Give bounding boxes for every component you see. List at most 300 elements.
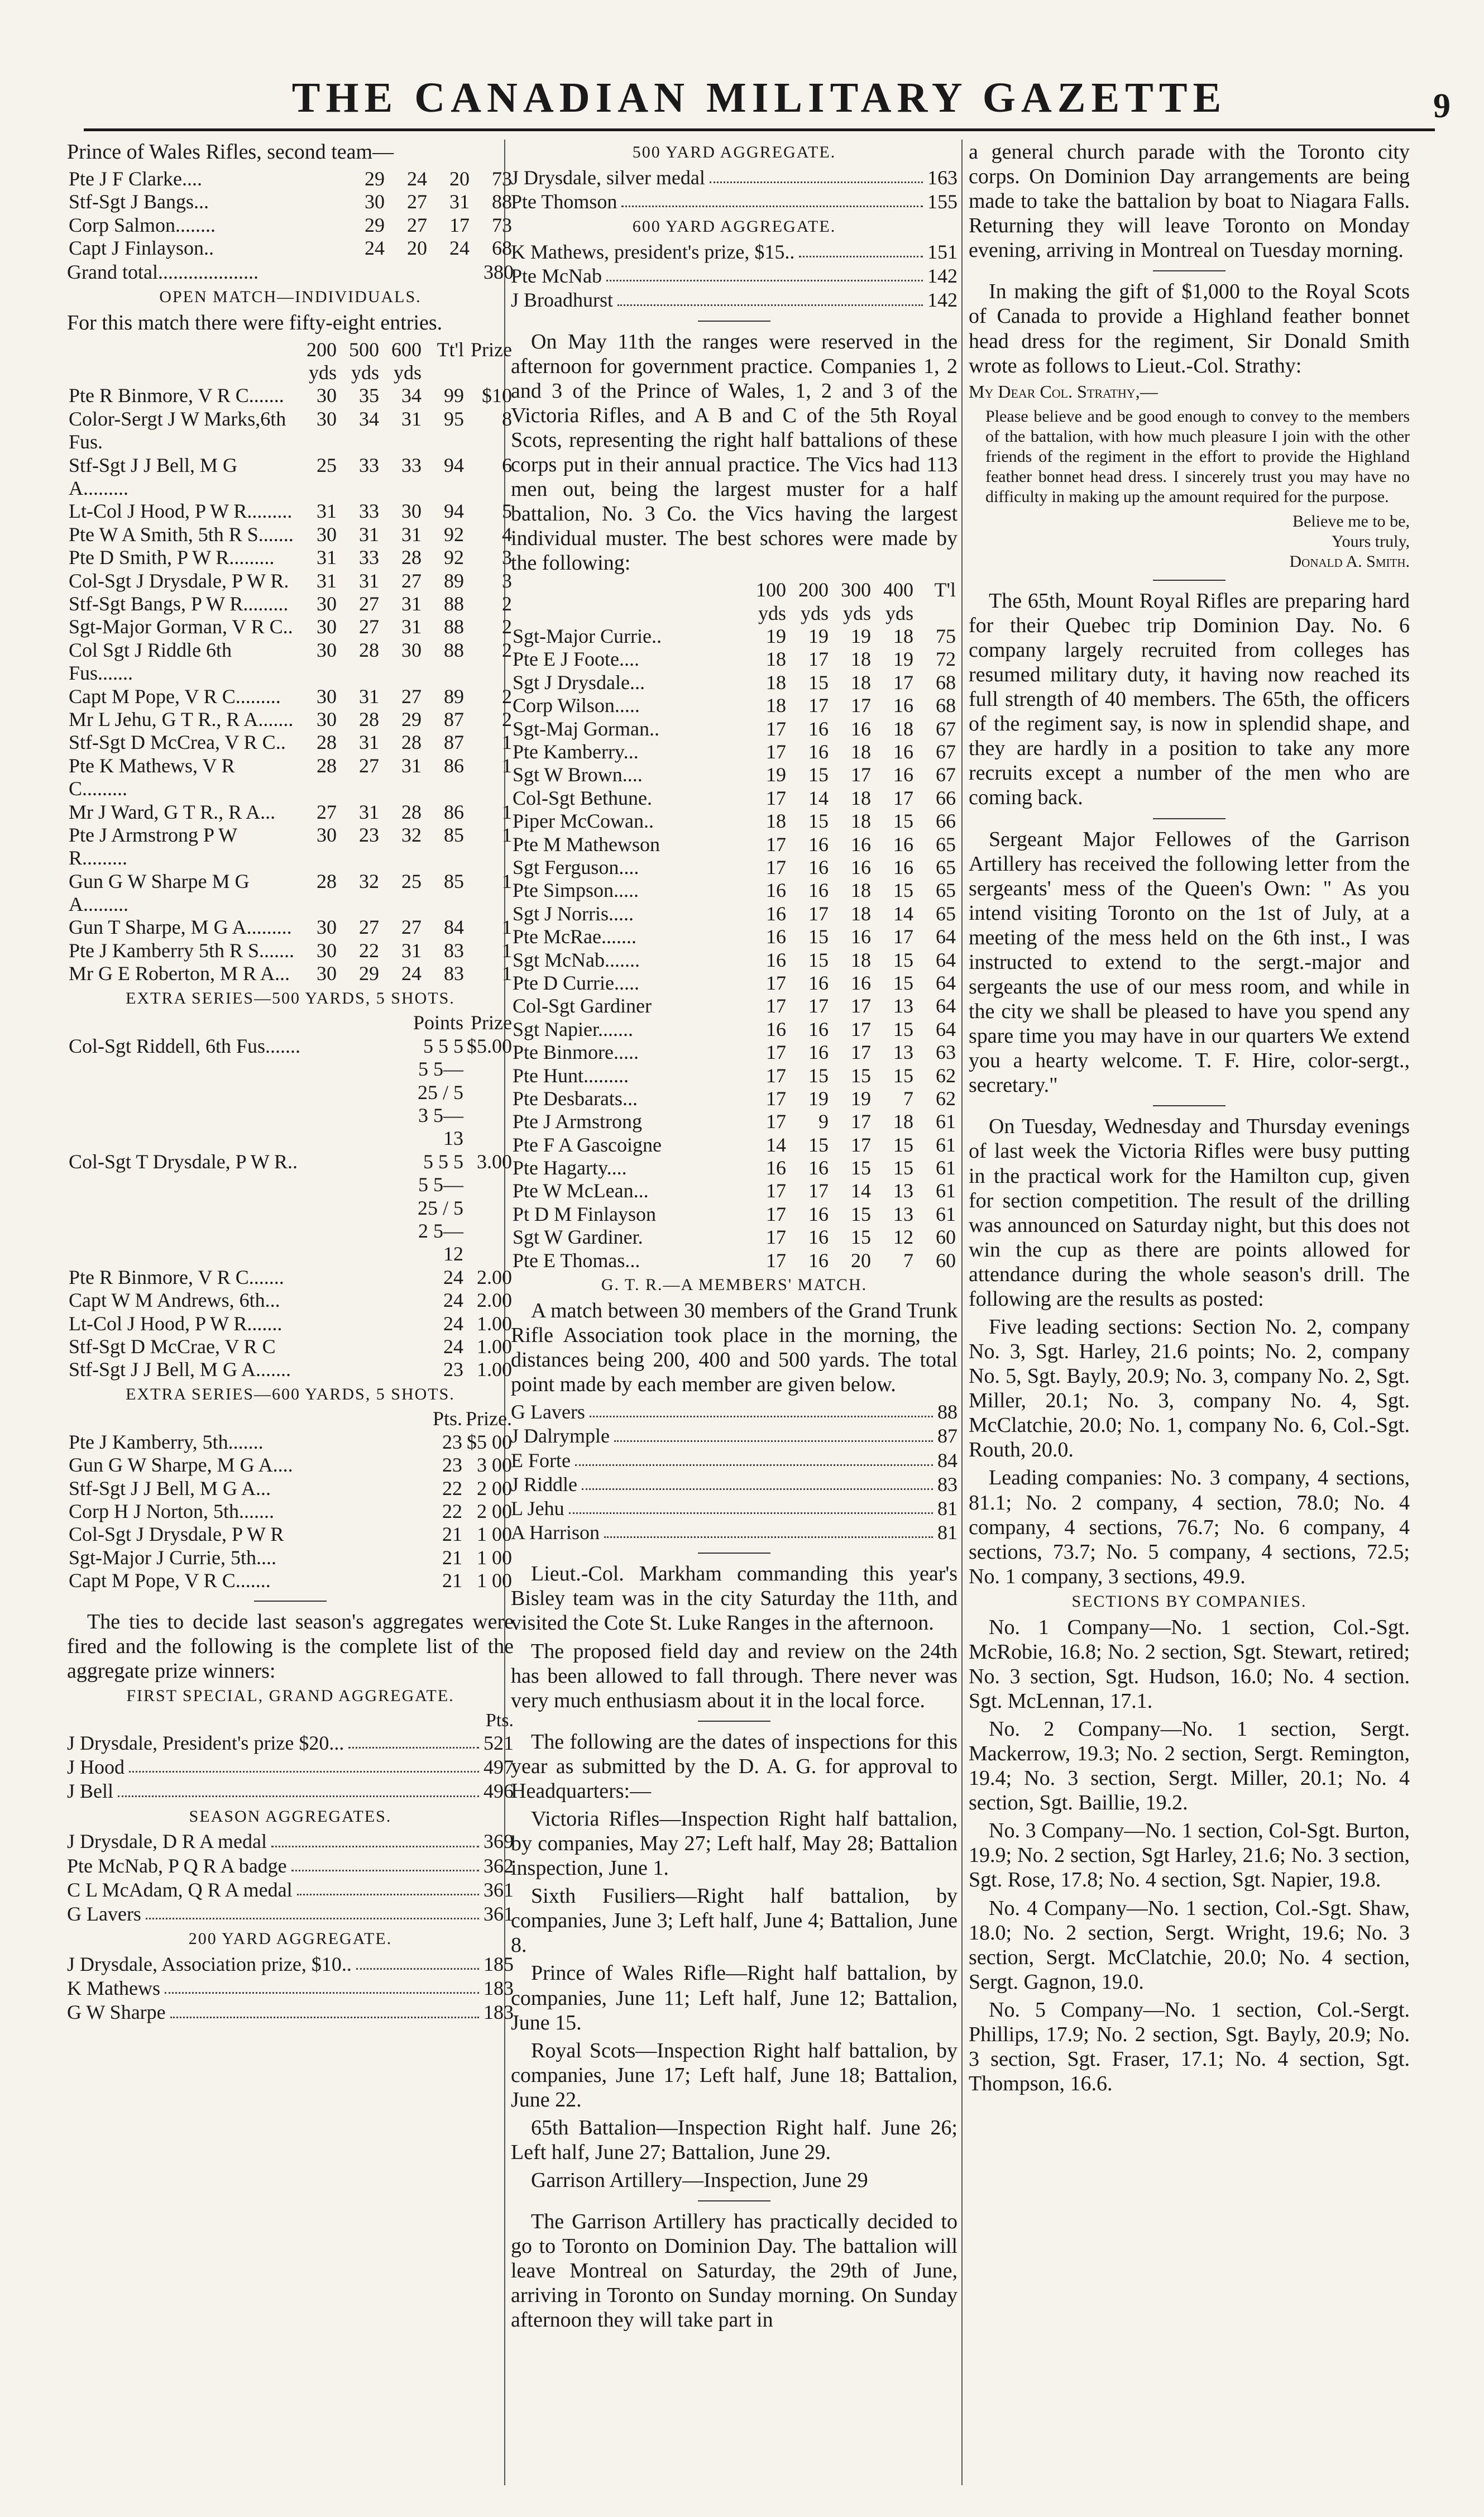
score-cell: 27 — [359, 615, 379, 638]
score-cell: 17 — [766, 1041, 786, 1064]
score-cell: $10 — [482, 384, 512, 407]
score-cell: 16 — [766, 925, 786, 948]
table-row — [67, 801, 514, 824]
entrant-name: Sgt J Norris..... — [513, 902, 634, 925]
score-cell: 30 — [365, 190, 385, 213]
may11-paragraph: On May 11th the ranges were reserved in the afternoon for government practice. Companies 1, 2 and 3 of the Prince of Wales, 1, 2 and 3 of the Victoria Rifles, and A B and C of the 5th Royal Scots, representing the right half battalions of these corps put in their annual practice. The Vics had 113 men out, being the largest muster for a half battalion, No. 3 Co. the Vics having the largest individual muster. The best schores were made by the following: — [511, 329, 958, 575]
score-cell: 32 — [401, 823, 422, 846]
score-cell: 17 — [851, 694, 871, 717]
entrant-name: Corp Salmon........ — [69, 213, 216, 236]
score-cell: 64 — [936, 995, 956, 1018]
score-cell: 25 — [401, 870, 422, 892]
entrant-name: Capt W M Andrews, 6th... — [69, 1289, 280, 1312]
score-cell: 17 — [808, 902, 829, 925]
score-cell: 16 — [851, 856, 871, 878]
entrant-name: J Bell — [67, 1780, 114, 1803]
score-cell: 1 — [502, 823, 512, 846]
table-row — [67, 962, 514, 985]
score-cell: 64 — [936, 925, 956, 948]
column-header: 400 yds — [883, 579, 913, 624]
continued-paragraph: a general church parade with the Toronto city corps. On Dominion Day arrangements are being made to take the battalion by boat to Niagara Falls. Returning they will leave Toronto on Monday evening, arriving in Montreal on Tuesday morning. — [969, 140, 1410, 262]
score-cell: 16 — [893, 856, 913, 878]
score-cell: 2 00 — [477, 1500, 512, 1523]
entrant-name: Col-Sgt Riddell, 6th Fus....... — [69, 1034, 301, 1057]
score-value: 185 — [484, 1952, 514, 1975]
score-cell: 29 — [365, 168, 385, 190]
list-item — [67, 1731, 514, 1755]
list-item — [67, 1854, 514, 1878]
table-header-row — [67, 338, 514, 385]
entrant-name: Capt M Pope, V R C....... — [69, 1569, 271, 1592]
score-cell: 24 — [365, 237, 385, 260]
score-cell: 24 — [401, 962, 422, 985]
inspection-list — [511, 1807, 958, 2193]
table-row — [67, 546, 514, 569]
score-cell: 30 — [317, 916, 337, 939]
score-cell: 65 — [936, 856, 956, 878]
leader-dots — [614, 1424, 933, 1441]
score-cell: 16 — [893, 763, 913, 786]
column-3 — [969, 140, 1410, 2496]
leader-dots — [271, 1830, 479, 1847]
score-cell: 19 — [893, 648, 913, 671]
entrant-name: Stf-Sgt D McCrae, V R C — [69, 1335, 276, 1358]
score-cell: 99 — [444, 384, 464, 407]
score-cell: 16 — [808, 741, 829, 763]
column-header — [67, 338, 296, 385]
score-cell: 67 — [936, 717, 956, 740]
table-row — [67, 1335, 514, 1358]
five-sections-paragraph: Five leading sections: Section No. 2, company No. 3, Sgt. Harley, 21.6 points; No. 2, company No. 5, Sgt. Bayly, 20.9; No. 3, company No. 2, Sgt. Miller, 20.1; No. 3, company No. 4, Sgt. McClatchie, 20.0; No. 1, company No. 6, Col.-Sgt. Routh, 20.0. — [969, 1315, 1410, 1462]
entrant-name: K Mathews, president's prize, $15.. — [511, 240, 795, 263]
score-value: 87 — [937, 1425, 958, 1448]
entrant-name: Pte E Thomas... — [513, 1249, 640, 1272]
score-cell: 18 — [893, 1110, 913, 1133]
score-cell: 2 — [502, 685, 512, 708]
column-rule — [961, 140, 963, 2485]
score-cell: 25 — [317, 453, 337, 476]
score-cell: 18 — [851, 671, 871, 694]
score-cell: 16 — [808, 833, 829, 856]
score-cell: 27 — [359, 593, 379, 615]
score-cell: 7 — [903, 1087, 913, 1110]
score-cell: 31 — [359, 731, 379, 754]
score-cell: 30 — [317, 384, 337, 407]
score-cell: 23 — [359, 823, 379, 846]
field-day-paragraph: The proposed field day and review on the 24th has been allowed to fall through. There never was very much enthusiasm about it in the local force. — [511, 1639, 958, 1712]
y200-list — [67, 1952, 514, 2025]
table-row — [67, 168, 514, 190]
score-cell: $5.00 — [467, 1034, 512, 1057]
sections-heading: SECTIONS BY COMPANIES. — [1071, 1592, 1307, 1611]
score-cell: 17 — [766, 1064, 786, 1087]
grand-total-value: 380 — [484, 260, 514, 283]
score-cell: 16 — [808, 717, 829, 740]
score-cell: 14 — [851, 1179, 871, 1202]
table-row — [67, 1035, 514, 1150]
table-row — [67, 1569, 514, 1592]
table-row — [511, 810, 958, 833]
leader-dots — [617, 288, 923, 305]
list-item — [67, 1779, 514, 1803]
score-cell: 3 00 — [477, 1454, 512, 1477]
table-row — [511, 1087, 958, 1110]
entrant-name: Lt-Col J Hood, P W R......... — [69, 500, 293, 523]
score-cell: 64 — [936, 948, 956, 971]
column-header: Prize — [471, 338, 512, 361]
score-cell: 21 — [442, 1523, 463, 1546]
score-cell: 61 — [936, 1202, 956, 1225]
column-header — [67, 1011, 411, 1034]
score-cell: 19 — [808, 625, 829, 648]
score-cell: 72 — [936, 648, 956, 671]
score-cell: 27 — [407, 190, 427, 213]
table-row — [67, 1523, 514, 1546]
score-cell: 30 — [317, 939, 337, 962]
score-cell: 15 — [851, 1157, 871, 1179]
score-cell: 17 — [808, 1179, 829, 1202]
entrant-name: Stf-Sgt J J Bell, M G A......... — [69, 453, 238, 500]
score-cell: 20 — [851, 1249, 871, 1272]
score-cell: 67 — [936, 763, 956, 786]
entrant-name: Stf-Sgt Bangs, P W R......... — [69, 593, 289, 615]
score-cell: 31 — [317, 569, 337, 592]
list-item — [511, 166, 958, 190]
score-cell: 17 — [851, 1018, 871, 1040]
entrant-name: Corp Wilson..... — [513, 694, 640, 717]
entrant-name: Pte J Kamberry 5th R S....... — [69, 939, 294, 962]
letter-signature: Donald A. Smith. — [1289, 552, 1410, 571]
score-cell: 28 — [317, 870, 337, 892]
score-cell: 19 — [766, 763, 786, 786]
score-cell: 15 — [893, 1133, 913, 1156]
score-cell: 24 — [443, 1312, 463, 1335]
masthead: THE CANADIAN MILITARY GAZETTE — [84, 67, 1435, 131]
column-header: Prize — [471, 1011, 512, 1034]
table-row — [67, 237, 514, 260]
score-cell: 33 — [359, 453, 379, 476]
score-cell: 3 — [502, 546, 512, 569]
score-cell: 16 — [808, 856, 829, 878]
list-item — [67, 1902, 514, 1926]
leader-dots — [604, 1521, 933, 1538]
gtr-list — [511, 1400, 958, 1545]
score-cell: 1 — [502, 731, 512, 754]
leader-dots — [621, 190, 923, 207]
entrant-name: Col-Sgt T Drysdale, P W R.. — [69, 1150, 298, 1173]
score-cell: 64 — [936, 1018, 956, 1040]
score-cell: 18 — [851, 948, 871, 971]
victoria-paragraph: On Tuesday, Wednesday and Thursday evenings of last week the Victoria Rifles were busy putting in the practical work for the Hamilton cup, given for section competition. The result of the drilling was announced on Saturday night, but this does not win the cup as there are points allowed for attendance during the whole season's drill. The following are the results as posted: — [969, 1115, 1410, 1311]
score-cell: 31 — [359, 800, 379, 823]
score-cell: 31 — [401, 593, 422, 615]
table-row — [67, 384, 514, 407]
score-cell: 14 — [766, 1133, 786, 1156]
entrant-name: J Dalrymple — [511, 1425, 610, 1448]
table-row — [67, 500, 514, 523]
entrant-name: Pte M Mathewson — [513, 833, 660, 856]
score-cell: 1 — [502, 916, 512, 939]
entrant-name: Pte Thomson — [511, 190, 617, 213]
y500-heading: 500 YARD AGGREGATE. — [632, 143, 836, 161]
score-cell: 15 — [893, 1018, 913, 1040]
score-value: 88 — [937, 1401, 958, 1424]
ties-paragraph: The ties to decide last season's aggregates were fired and the following is the complete list of the aggregate prize winners: — [67, 1609, 514, 1683]
letter-closing — [985, 512, 1410, 572]
entrant-name: L Jehu — [511, 1497, 564, 1520]
score-cell: 15 — [893, 948, 913, 971]
score-cell: 60 — [936, 1249, 956, 1272]
score-cell: 17 — [893, 786, 913, 809]
score-value: 83 — [937, 1473, 958, 1496]
table-row — [67, 1454, 514, 1477]
list-item: No. 5 Company—No. 1 section, Col.-Sergt. Phillips, 17.9; No. 2 section, Sgt. Bayly, 20.9; No. 3 section, Sgt. Fraser, 17.1; No. 4 section, Sgt. Thompson, 16.6. — [969, 1998, 1410, 2096]
column-header — [511, 579, 745, 625]
score-cell: 17 — [808, 648, 829, 671]
score-cell: 1 00 — [477, 1546, 512, 1569]
score-cell: 75 — [936, 625, 956, 648]
score-cell: 7 — [903, 1249, 913, 1272]
score-cell: 18 — [766, 671, 786, 694]
score-cell: 18 — [851, 786, 871, 809]
entrant-name: Sgt Ferguson.... — [513, 856, 639, 878]
score-cell: 16 — [808, 879, 829, 902]
table-row — [511, 1110, 958, 1133]
entrant-name: J Riddle — [511, 1473, 578, 1496]
table-row — [511, 694, 958, 717]
score-cell: 65 — [936, 879, 956, 902]
score-cell: 3.00 — [477, 1150, 512, 1173]
score-cell: 15 — [893, 879, 913, 902]
score-cell: 16 — [766, 902, 786, 925]
score-cell: 2 — [502, 638, 512, 661]
score-cell: 15 — [808, 671, 829, 694]
table-row — [67, 916, 514, 939]
table-row — [67, 685, 514, 708]
entrant-name: Pte J Armstrong P W R......... — [69, 823, 237, 870]
table-row — [511, 1179, 958, 1202]
entrant-name: Sgt J Drysdale... — [513, 671, 645, 694]
column-header: Pts. — [432, 1407, 463, 1430]
score-cell: 88 — [444, 638, 464, 661]
entrant-name: Sgt W Brown.... — [513, 763, 643, 786]
y500-list — [511, 166, 958, 214]
list-item: Sixth Fusiliers—Right half battalion, by companies, June 3; Left half, June 4; Battalion, June 8. — [511, 1884, 958, 1957]
entrant-name: A Harrison — [511, 1521, 600, 1544]
score-cell: 15 — [808, 1064, 829, 1087]
score-value: 81 — [937, 1521, 958, 1544]
score-cell: 31 — [449, 190, 470, 213]
score-cell: 23 — [443, 1358, 463, 1381]
score-cell: 18 — [851, 902, 871, 925]
score-cell: 33 — [359, 546, 379, 569]
score-cell: 15 — [808, 810, 829, 833]
entrant-name: Pte E J Foote.... — [513, 648, 640, 671]
score-cell: 1.00 — [477, 1312, 512, 1335]
score-cell: 73 — [492, 213, 512, 236]
score-cell: 16 — [808, 1249, 829, 1272]
score-cell: 17 — [766, 1202, 786, 1225]
column-header: Prize. — [466, 1407, 512, 1430]
pow-team-table — [67, 168, 514, 260]
score-cell: 23 — [442, 1454, 463, 1477]
entrant-name: Pte R Binmore, V R C....... — [69, 384, 284, 407]
score-cell: 17 — [766, 995, 786, 1018]
score-cell: 15 — [851, 1202, 871, 1225]
table-row — [511, 1018, 958, 1041]
table-row — [511, 995, 958, 1018]
score-cell: 31 — [401, 615, 422, 638]
table-header-row — [511, 579, 958, 625]
table-row — [511, 1134, 958, 1157]
entrant-name: Pte Desbarats... — [513, 1087, 638, 1110]
separator — [698, 1721, 770, 1722]
score-cell: 21 — [442, 1569, 463, 1592]
y600-list — [511, 240, 958, 313]
score-cell: 14 — [808, 786, 829, 809]
score-cell: 16 — [766, 948, 786, 971]
score-cell: 1 00 — [477, 1569, 512, 1592]
score-cell: 27 — [401, 916, 422, 939]
score-cell: 27 — [407, 213, 427, 236]
score-cell: 13 — [893, 1202, 913, 1225]
entrant-name: Pte J Armstrong — [513, 1110, 643, 1133]
list-item — [67, 1952, 514, 1976]
score-cell: 16 — [851, 925, 871, 948]
table-row — [67, 639, 514, 685]
score-cell: 30 — [401, 500, 422, 523]
score-cell: 5 5 5 5 5—25 / 5 3 5—13 — [417, 1034, 463, 1150]
garrison-paragraph: The Garrison Artillery has practically decided to go to Toronto on Dominion Day. The battalion will leave Montreal on Saturday, the 29th of June, arriving in Toronto on Sunday morning. On Sunday afternoon they will take part in — [511, 2210, 958, 2332]
score-cell: 5 — [502, 500, 512, 523]
entrant-name: Pte W McLean... — [513, 1179, 649, 1202]
score-cell: 22 — [359, 939, 379, 962]
score-cell: 28 — [317, 754, 337, 777]
y200-heading: 200 YARD AGGREGATE. — [188, 1929, 392, 1948]
score-cell: 13 — [893, 1179, 913, 1202]
entrant-name: Mr L Jehu, G T R., R A....... — [69, 708, 294, 730]
score-cell: 89 — [444, 569, 464, 592]
table-header-row — [67, 1011, 514, 1034]
score-cell: 17 — [808, 995, 829, 1018]
score-cell: 17 — [851, 763, 871, 786]
score-cell: 16 — [851, 833, 871, 856]
entrant-name: Pt D M Finlayson — [513, 1202, 657, 1225]
score-cell: 68 — [936, 694, 956, 717]
score-cell: 16 — [893, 694, 913, 717]
entrant-name: Sgt-Major Currie.. — [513, 625, 662, 648]
score-cell: 17 — [851, 995, 871, 1018]
score-cell: 62 — [936, 1064, 956, 1087]
entrant-name: Gun G W Sharpe, M G A.... — [69, 1454, 293, 1477]
leading-companies-paragraph: Leading companies: No. 3 company, 4 sections, 81.1; No. 2 company, 4 section, 78.0; No. 4 company, 4 sections, 76.7; No. 6 company, 4 sections, 73.7; No. 5 company, 4 sections, 72.5; No. 1 company, 3 sections, 49.9. — [969, 1466, 1410, 1588]
table-row — [67, 615, 514, 638]
column-header — [67, 1407, 422, 1430]
score-cell: 73 — [492, 168, 512, 190]
entrant-name: J Drysdale, silver medal — [511, 166, 705, 189]
score-value: 81 — [937, 1497, 958, 1520]
letter-salutation: My Dear Col. Strathy,— — [969, 381, 1158, 402]
score-cell: 31 — [401, 754, 422, 777]
score-value: 361 — [484, 1903, 514, 1925]
score-cell: 15 — [851, 1226, 871, 1249]
list-item — [67, 1830, 514, 1854]
markham-paragraph: Lieut.-Col. Markham commanding this year's Bisley team was in the city Saturday the 11th, and visited the Cote St. Luke Ranges in the afternoon. — [511, 1562, 958, 1635]
leader-dots — [129, 1755, 479, 1773]
entrant-name: Pte Hagarty.... — [513, 1157, 627, 1179]
score-cell: 15 — [893, 971, 913, 994]
score-cell: 86 — [444, 800, 464, 823]
table-row — [67, 1500, 514, 1523]
table-row — [511, 1064, 958, 1087]
score-cell: 17 — [893, 925, 913, 948]
score-cell: 31 — [359, 569, 379, 592]
table-row — [511, 763, 958, 786]
score-cell: 16 — [893, 833, 913, 856]
score-cell: 65 — [936, 833, 956, 856]
score-cell: 30 — [317, 823, 337, 846]
entrant-name: Sgt Napier....... — [513, 1018, 633, 1040]
score-cell: 31 — [401, 523, 422, 546]
score-cell: 27 — [401, 685, 422, 708]
table-row — [511, 856, 958, 879]
list-item — [67, 2000, 514, 2024]
score-cell: 8 — [502, 407, 512, 430]
score-cell: 17 — [851, 1041, 871, 1064]
score-cell: 16 — [808, 1157, 829, 1179]
score-cell: 87 — [444, 708, 464, 730]
score-cell: 16 — [766, 1157, 786, 1179]
score-cell: 17 — [766, 856, 786, 878]
leader-dots — [118, 1779, 479, 1797]
score-cell: 31 — [359, 523, 379, 546]
score-cell: 18 — [851, 648, 871, 671]
score-cell: 17 — [766, 971, 786, 994]
list-item — [511, 264, 958, 288]
score-cell: 29 — [401, 708, 422, 730]
score-cell: 83 — [444, 939, 464, 962]
score-cell: 15 — [893, 810, 913, 833]
leader-dots — [348, 1731, 479, 1749]
entrant-name: J Broadhurst — [511, 289, 613, 312]
gift-paragraph: In making the gift of $1,000 to the Royal Scots of Canada to provide a Highland feather bonnet head dress for the regiment, Sir Donald Smith wrote as follows to Lieut.-Col. Strathy: — [969, 280, 1410, 378]
score-cell: 17 — [766, 741, 786, 763]
score-cell: 18 — [766, 648, 786, 671]
score-cell: 31 — [317, 546, 337, 569]
score-cell: 84 — [444, 916, 464, 939]
leader-dots — [165, 1976, 479, 1994]
score-cell: 19 — [808, 1087, 829, 1110]
score-cell: 30 — [317, 593, 337, 615]
score-cell: 15 — [808, 763, 829, 786]
first-special-heading: FIRST SPECIAL, GRAND AGGREGATE. — [126, 1686, 454, 1705]
score-cell: 24 — [407, 168, 427, 190]
table-row — [511, 833, 958, 856]
score-cell: 17 — [808, 694, 829, 717]
score-value: 362 — [484, 1854, 514, 1877]
entrant-name: G Lavers — [511, 1401, 585, 1424]
season-heading: SEASON AGGREGATES. — [189, 1807, 392, 1826]
separator — [1153, 580, 1226, 581]
score-cell: 29 — [359, 962, 379, 985]
list-item: Garrison Artillery—Inspection, June 29 — [531, 2169, 868, 2193]
score-cell: 17 — [766, 1226, 786, 1249]
score-cell: 18 — [893, 625, 913, 648]
entrant-name: Gun G W Sharpe M G A......... — [69, 870, 250, 916]
score-cell: 18 — [851, 810, 871, 833]
leader-dots — [146, 1902, 479, 1919]
score-cell: 28 — [359, 708, 379, 730]
